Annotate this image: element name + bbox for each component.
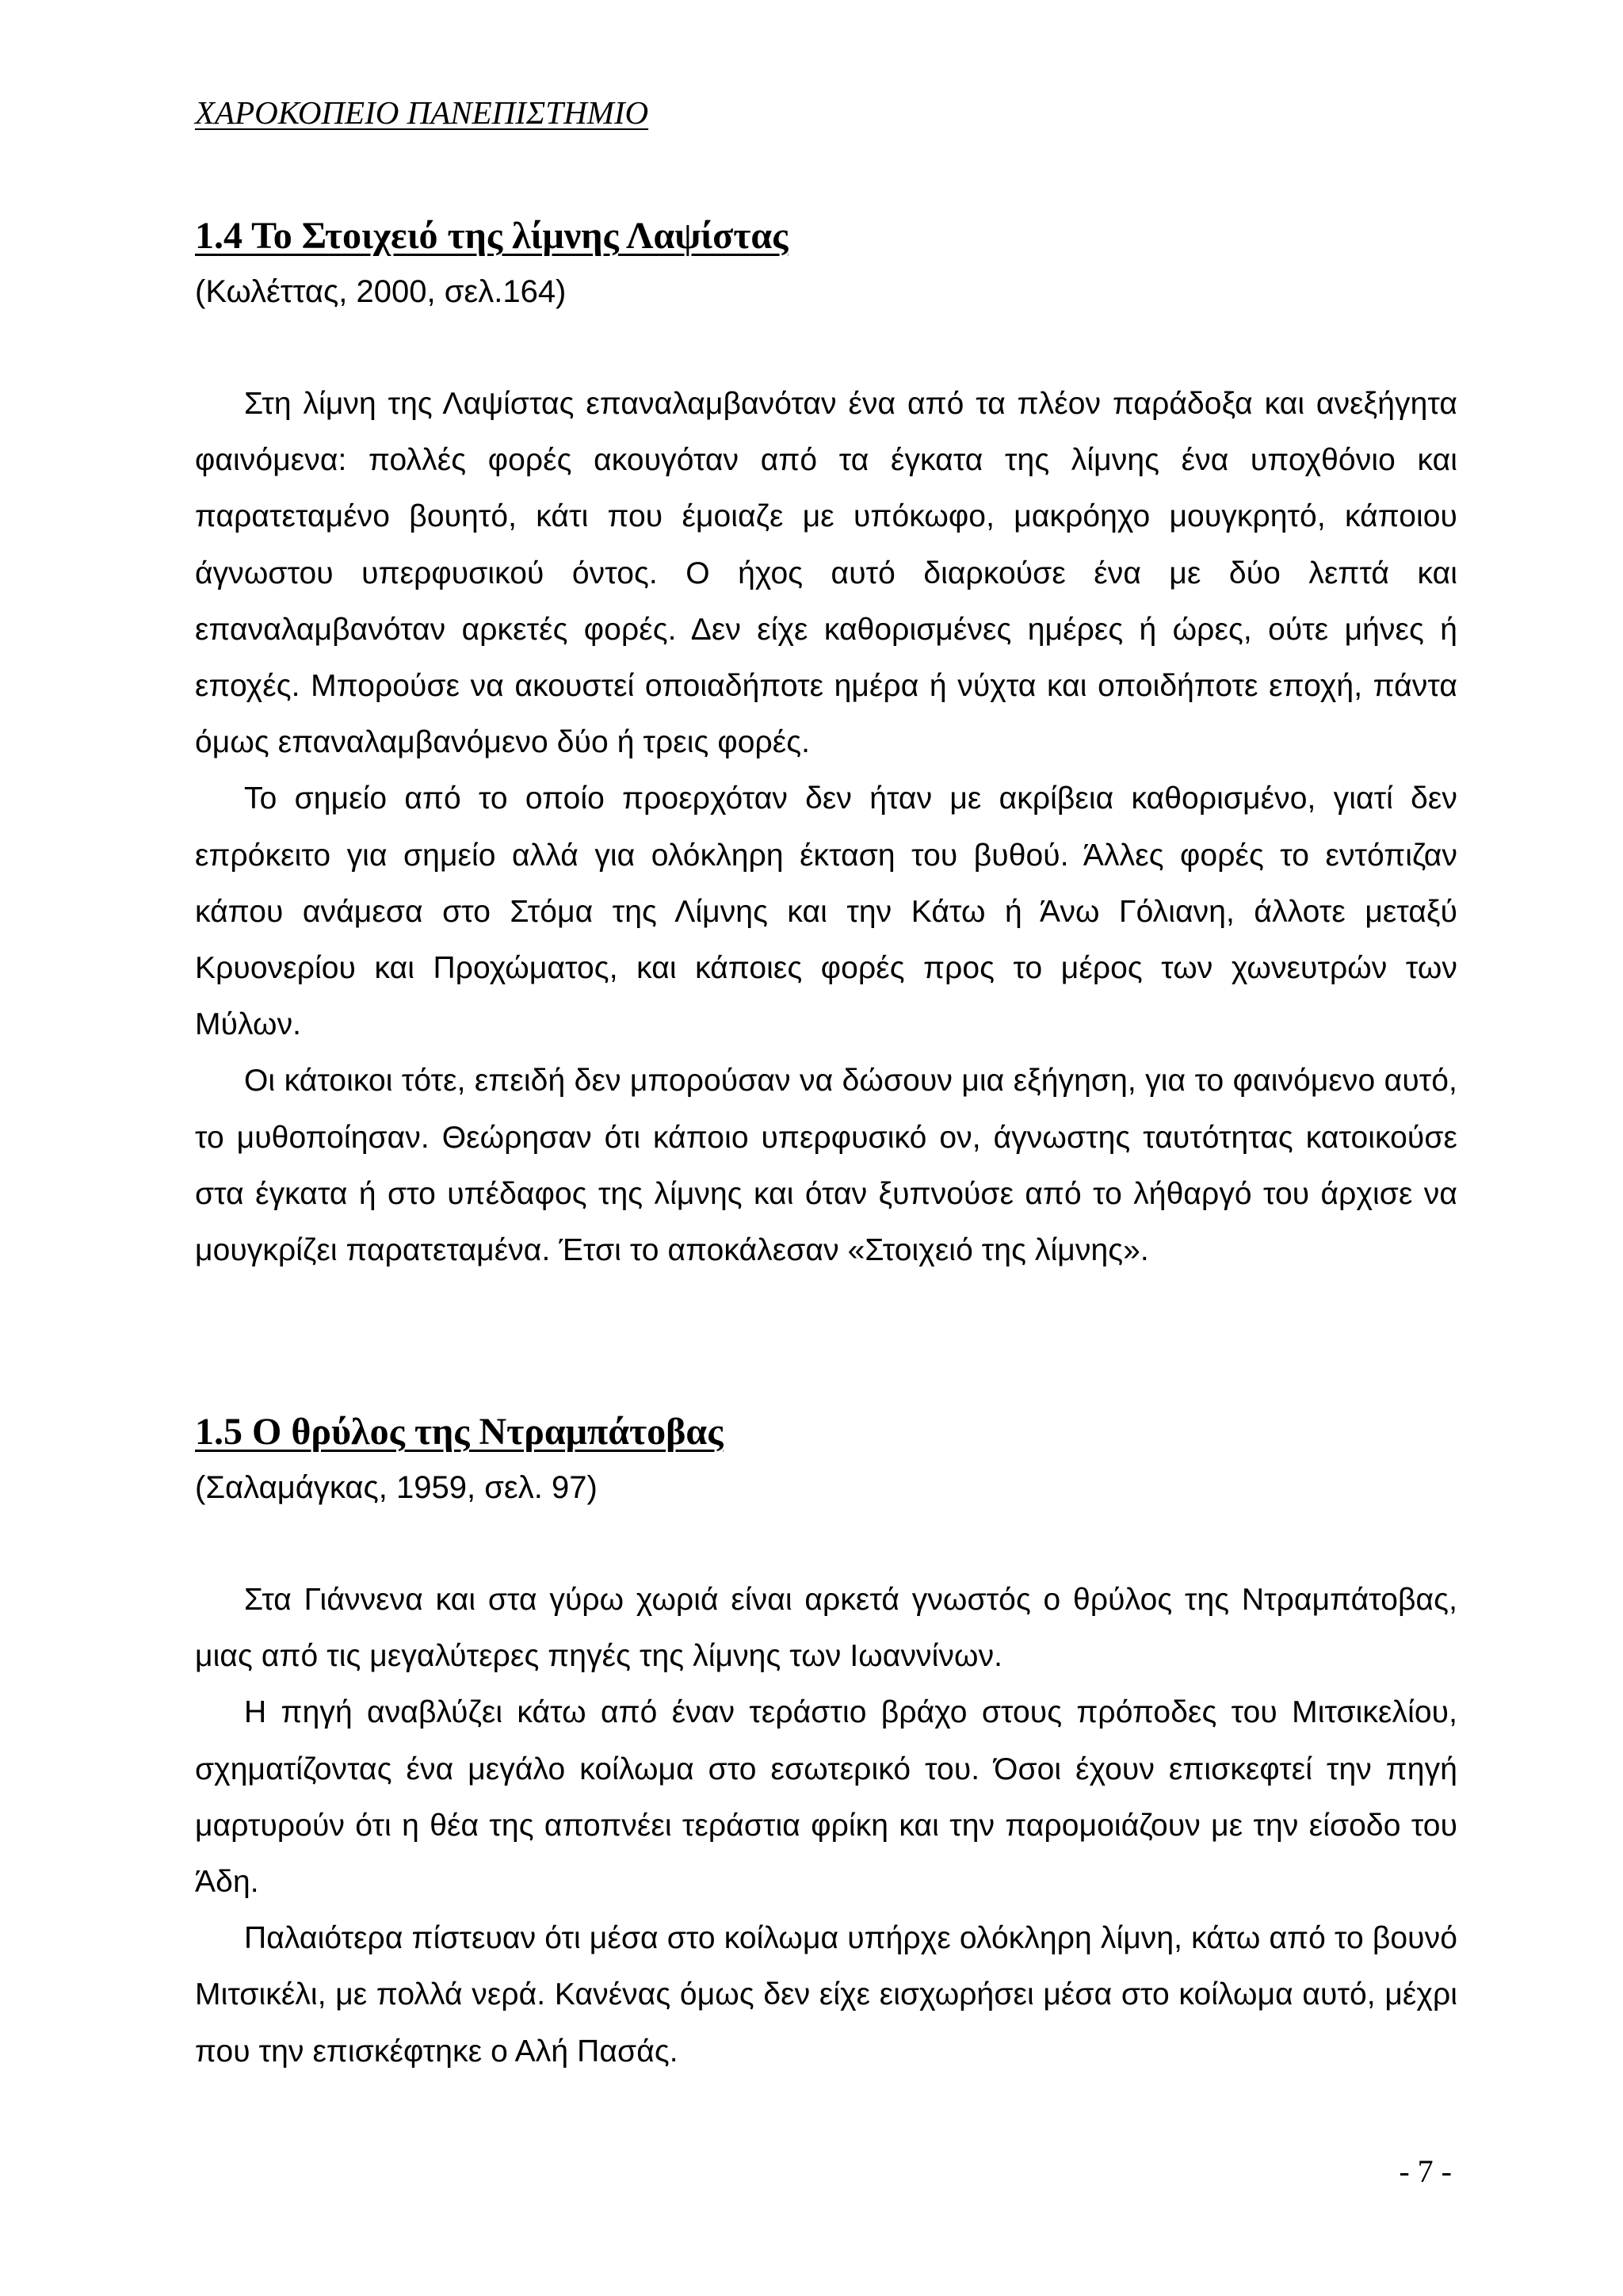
paragraph: Οι κάτοικοι τότε, επειδή δεν μπορούσαν να δώσουν μια εξήγηση, για το φαινόμενο αυτό, το μυθοποίησαν. Θεώρησαν ότι κάποιο υπερφυσικό ον, άγνωστης ταυτότητας κατοικούσε στα έγκατα ή στο υπέδαφος της λίμνης και όταν ξυπνούσε από το λήθαργό του άρχισε να μουγκρίζει παρατεταμένα. Έτσι το αποκάλεσαν «Στοιχειό της λίμνης». xyxy=(195,1064,1457,1268)
section-heading: 1.4 Το Στοιχειό της λίμνης Λαψίστας xyxy=(195,215,789,257)
running-header: ΧΑΡΟΚΟΠΕΙΟ ΠΑΝΕΠΙΣΤΗΜΙΟ xyxy=(195,94,649,131)
paragraph: Η πηγή αναβλύζει κάτω από έναν τεράστιο βράχο στους πρόποδες του Μιτσικελίου, σχηματίζοντας ένα μεγάλο κοίλωμα στο εσωτερικό του. Όσοι έχουν επισκεφτεί την πηγή μαρτυρούν ότι η θέα της αποπνέει τεράστια φρίκη και την παρομοιάζουν με την είσοδο του Άδη. xyxy=(195,1695,1457,1900)
section-body xyxy=(195,376,1457,1278)
paragraph: Στη λίμνη της Λαψίστας επαναλαμβανόταν ένα από τα πλέον παράδοξα και ανεξήγητα φαινόμενα: πολλές φορές ακουγόταν από τα έγκατα της λίμνης ένα υποχθόνιο και παρατεταμένο βουητό, κάτι που έμοιαζε με υπόκωφο, μακρόηχο μουγκρητό, κάποιου άγνωστου υπερφυσικού όντος. Ο ήχος αυτό διαρκούσε ένα με δύο λεπτά και επαναλαμβανόταν αρκετές φορές. Δεν είχε καθορισμένες ημέρες ή ώρες, ούτε μήνες ή εποχές. Μπορούσε να ακουστεί οποιαδήποτε ημέρα ή νύχτα και οποιδήποτε εποχή, πάντα όμως επαναλαμβανόμενο δύο ή τρεις φορές. xyxy=(195,387,1457,760)
section-1-4 xyxy=(195,212,1457,1278)
section-heading: 1.5 Ο θρύλος της Ντραμπάτοβας xyxy=(195,1411,724,1453)
section-citation: (Κωλέττας, 2000, σελ.164) xyxy=(195,274,567,309)
paragraph: Στα Γιάννενα και στα γύρω χωριά είναι αρκετά γνωστός ο θρύλος της Ντραμπάτοβας, μιας από τις μεγαλύτερες πηγές της λίμνης των Ιωαννίνων. xyxy=(195,1583,1457,1674)
paragraph: Παλαιότερα πίστευαν ότι μέσα στο κοίλωμα υπήρχε ολόκληρη λίμνη, κάτω από το βουνό Μιτσικέλι, με πολλά νερά. Κανένας όμως δεν είχε εισχωρήσει μέσα στο κοίλωμα αυτό, μέχρι που την επισκέφτηκε ο Αλή Πασάς. xyxy=(195,1921,1457,2069)
section-citation: (Σαλαμάγκας, 1959, σελ. 97) xyxy=(195,1470,598,1505)
page-number: - 7 - xyxy=(1399,2153,1452,2189)
section-1-5 xyxy=(195,1408,1457,2080)
section-body xyxy=(195,1572,1457,2080)
paragraph: Το σημείο από το οποίο προερχόταν δεν ήταν με ακρίβεια καθορισμένο, γιατί δεν επρόκειτο για σημείο αλλά για ολόκληρη έκταση του βυθού. Άλλες φορές το εντόπιζαν κάπου ανάμεσα στο Στόμα της Λίμνης και την Κάτω ή Άνω Γόλιανη, άλλοτε μεταξύ Κρυονερίου και Προχώματος, και κάποιες φορές προς το μέρος των χωνευτρών των Μύλων. xyxy=(195,781,1457,1042)
